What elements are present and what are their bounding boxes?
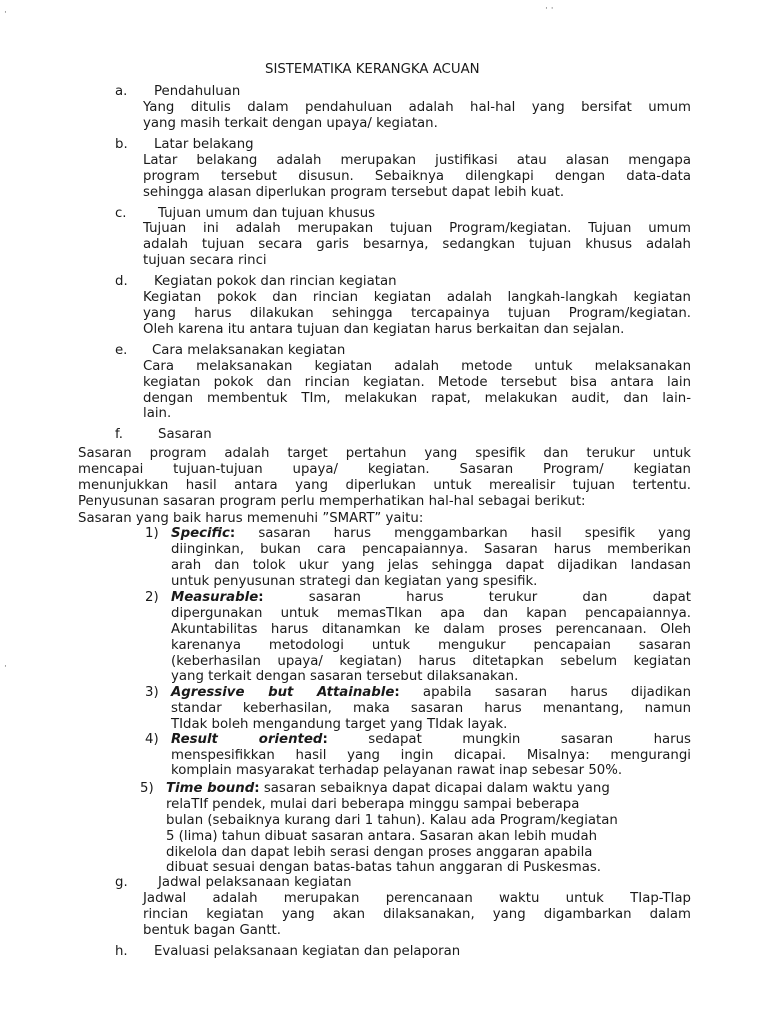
smart-term: Agressive but Attainable: [171, 685, 395, 700]
smart-item-first-line: [171, 590, 691, 606]
section-f-text: Sasaran program adalah target pertahun yang spesifik dan terukur untuk: [78, 446, 691, 461]
smart-number: 4): [145, 732, 159, 747]
section-a-text: Yang ditulis dalam pendahuluan adalah hal-hal yang bersifat umum: [143, 100, 691, 115]
section-e-letter: e.: [115, 343, 128, 358]
section-f-text: mencapai tujuan-tujuan upaya/ kegiatan. Sasaran Program/ kegiatan: [78, 462, 691, 477]
section-g-heading: Jadwal pelaksanaan kegiatan: [158, 875, 352, 890]
section-g-text: rincian kegiatan yang akan dilaksanakan, yang digambarkan dalam: [143, 907, 691, 922]
smart-term-separator: :: [254, 781, 260, 796]
smart-text: untuk penyusunan strategi dan kegiatan yang spesifik.: [171, 574, 538, 589]
smart-item-first-line: [171, 732, 691, 748]
section-e-heading: Cara melaksanakan kegiatan: [152, 343, 346, 358]
scan-speck: ·: [4, 8, 7, 18]
smart-text: apabila sasaran harus dijadikan: [422, 685, 692, 700]
smart-term: Specific: [171, 526, 230, 541]
section-g-text: bentuk bagan Gantt.: [143, 923, 281, 938]
smart-text: relaTIf pendek, mulai dari beberapa minggu sampai beberapa: [166, 797, 580, 812]
section-c-text: adalah tujuan secara garis besarnya, sedangkan tujuan khusus adalah: [143, 237, 691, 252]
section-h-letter: h.: [115, 944, 128, 959]
smart-text: TIdak boleh mengandung target yang TIdak layak.: [171, 717, 508, 732]
smart-number: 5): [140, 781, 154, 796]
smart-text: diinginkan, bukan cara pencapaiannya. Sasaran harus memberikan: [171, 542, 691, 557]
smart-text: dipergunakan untuk memasTIkan apa dan kapan pencapaiannya.: [171, 606, 691, 621]
section-f-letter: f.: [115, 427, 123, 442]
section-a-heading: Pendahuluan: [154, 84, 241, 99]
section-e-text: Cara melaksanakan kegiatan adalah metode untuk melaksanakan: [143, 359, 691, 374]
smart-item-first-line: [171, 685, 691, 701]
section-b-text: sehingga alasan diperlukan program tersebut dapat lebih kuat.: [143, 185, 565, 200]
section-a-text: yang masih terkait dengan upaya/ kegiatan.: [143, 116, 438, 131]
section-f-heading: Sasaran: [158, 427, 212, 442]
smart-text: komplain masyarakat terhadap pelayanan rawat inap sebesar 50%.: [171, 763, 623, 778]
section-f-text: Penyusunan sasaran program perlu memperhatikan hal-hal sebagai berikut:: [78, 494, 586, 509]
document-title: SISTEMATIKA KERANGKA ACUAN: [265, 62, 480, 77]
smart-term-separator: :: [394, 685, 400, 700]
smart-text: standar keberhasilan, maka sasaran harus menantang, namun: [171, 701, 691, 716]
smart-text: Akuntabilitas harus ditanamkan ke dalam proses perencanaan. Oleh: [171, 622, 691, 637]
smart-term-separator: :: [258, 590, 264, 605]
smart-text: 5 (lima) tahun dibuat sasaran antara. Sasaran akan lebih mudah: [166, 829, 598, 844]
smart-text: sedapat mungkin sasaran harus: [368, 732, 691, 747]
section-d-heading: Kegiatan pokok dan rincian kegiatan: [154, 274, 397, 289]
section-g-text: Jadwal adalah merupakan perencanaan waktu untuk TIap-TIap: [143, 891, 691, 906]
smart-text: menspesifikkan hasil yang ingin dicapai. Misalnya: mengurangi: [171, 748, 691, 763]
smart-text: sasaran harus menggambarkan hasil spesifik yang: [258, 526, 692, 541]
smart-number: 1): [145, 526, 159, 541]
section-c-heading: Tujuan umum dan tujuan khusus: [158, 206, 376, 221]
smart-term-separator: :: [229, 526, 236, 541]
smart-item-first-line: [171, 526, 691, 542]
smart-text: dibuat sesuai dengan batas-batas tahun anggaran di Puskesmas.: [166, 860, 602, 875]
section-b-heading: Latar belakang: [154, 137, 254, 152]
smart-item-first-line: [166, 781, 610, 797]
section-g-letter: g.: [115, 875, 128, 890]
smart-term: Measurable: [171, 590, 259, 605]
section-e-text: kegiatan pokok dan rincian kegiatan. Metode tersebut bisa antara lain: [143, 375, 691, 390]
section-c-text: tujuan secara rinci: [143, 253, 267, 268]
section-f-text: Sasaran yang baik harus memenuhi ”SMART” yaitu:: [78, 511, 424, 526]
smart-text: bulan (sebaiknya kurang dari 1 tahun). Kalau ada Program/kegiatan: [166, 813, 618, 828]
section-b-text: Latar belakang adalah merupakan justifikasi atau alasan mengapa: [143, 153, 691, 168]
scan-speck: · ·: [545, 4, 554, 14]
section-b-letter: b.: [115, 137, 128, 152]
section-d-text: yang harus dilakukan sehingga tercapainya tujuan Program/kegiatan.: [143, 306, 691, 321]
smart-text: karenanya metodologi untuk mengukur pencapaian sasaran: [171, 638, 691, 653]
section-d-text: Oleh karena itu antara tujuan dan kegiatan harus berkaitan dan sejalan.: [143, 322, 625, 337]
smart-text: sasaran harus terukur dan dapat: [308, 590, 691, 605]
section-c-letter: c.: [115, 206, 127, 221]
smart-text: dikelola dan dapat lebih serasi dengan proses anggaran apabila: [166, 845, 593, 860]
smart-term: Time bound: [166, 781, 255, 796]
section-c-text: Tujuan ini adalah merupakan tujuan Program/kegiatan. Tujuan umum: [143, 221, 691, 236]
section-e-text: lain.: [143, 406, 172, 421]
smart-term-separator: :: [322, 732, 328, 747]
section-d-letter: d.: [115, 274, 128, 289]
smart-number: 2): [145, 590, 159, 605]
smart-text: yang terkait dengan sasaran tersebut dilaksanakan.: [171, 669, 519, 684]
section-f-text: menunjukkan hasil antara yang diperlukan untuk merealisir tujuan tertentu.: [78, 478, 691, 493]
section-d-text: Kegiatan pokok dan rincian kegiatan adalah langkah-langkah kegiatan: [143, 290, 691, 305]
scan-speck: ·: [4, 662, 7, 672]
smart-text: sasaran sebaiknya dapat dicapai dalam waktu yang: [263, 781, 610, 796]
smart-term: Result oriented: [171, 732, 323, 747]
smart-text: (keberhasilan upaya/ kegiatan) harus ditetapkan sebelum kegiatan: [171, 654, 691, 669]
section-h-heading: Evaluasi pelaksanaan kegiatan dan pelaporan: [154, 944, 461, 959]
section-e-text: dengan membentuk TIm, melakukan rapat, melakukan audit, dan lain-: [143, 391, 691, 406]
smart-number: 3): [145, 685, 159, 700]
smart-text: arah dan tolok ukur yang jelas sehingga dapat dijadikan landasan: [171, 558, 691, 573]
section-a-letter: a.: [115, 84, 128, 99]
section-b-text: program tersebut disusun. Sebaiknya dilengkapi dengan data-data: [143, 169, 691, 184]
